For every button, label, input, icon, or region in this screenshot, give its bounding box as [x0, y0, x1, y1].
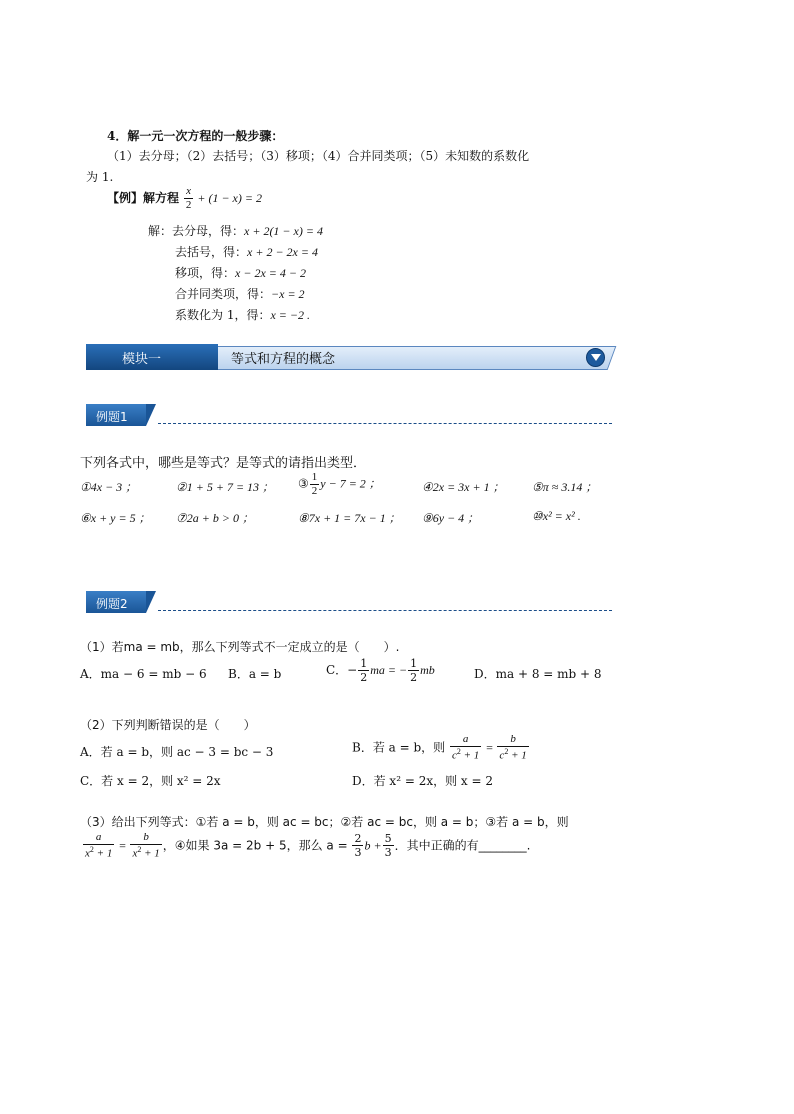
q1-stem: （1）若ma = mb，那么下列等式不一定成立的是（ ）. [80, 640, 400, 654]
solve-step-4: 合并同类项，得：−x = 2 [175, 287, 305, 301]
q3-line1: （3）给出下列等式：①若 a = b，则 ac = bc；②若 ac = bc，则 a = b；③若 a = b，则 [80, 815, 569, 829]
example1-tag: 例题1 [86, 404, 156, 426]
steps-line2: 为 1. [86, 170, 114, 184]
steps-line1: （1）去分母；（2）去括号；（3）移项；（4）合并同类项；（5）未知数的系数化 [107, 149, 530, 163]
q2-option-c[interactable]: C．若 x = 2，则 x² = 2x [80, 774, 221, 788]
fraction-x-over-2: $\frac{x}{2}$ [185, 185, 192, 211]
example2-divider [158, 610, 612, 611]
expr-9: ⑨6y − 4 ； [422, 511, 480, 525]
chevron-down-icon[interactable] [586, 348, 605, 367]
expr-6: ⑥x + y = 5 ； [80, 511, 151, 525]
solve-step-3: 移项，得：x − 2x = 4 − 2 [175, 266, 306, 280]
expr-10: ⑩x² = x² . [532, 509, 581, 523]
expr-5: ⑤π ≈ 3.14 ； [532, 480, 598, 494]
example1-divider [158, 423, 612, 424]
q2-option-a[interactable]: A．若 a = b，则 ac − 3 = bc − 3 [80, 745, 274, 759]
q2-stem: （2）下列判断错误的是（ ） [80, 718, 256, 732]
steps-heading: 4．解一元一次方程的一般步骤： [107, 129, 284, 143]
module-title: 等式和方程的概念 [231, 352, 336, 367]
solve-step-2: 去括号，得：x + 2 − 2x = 4 [175, 245, 318, 259]
expr-4: ④2x = 3x + 1 ； [422, 480, 505, 494]
expr-7: ⑦2a + b > 0 ； [176, 511, 254, 525]
expr-1: ①4x − 3 ； [80, 480, 138, 494]
solve-step-1: 解：去分母，得：x + 2(1 − x) = 4 [148, 224, 323, 238]
expr-3: ③ $\frac{1}{2}$ y − 7 = 2 ； [298, 471, 381, 497]
module-tag: 模块一 [86, 344, 218, 370]
q1-option-d[interactable]: D．ma + 8 = mb + 8 [474, 667, 602, 681]
solve-step-5: 系数化为 1，得：x = −2 . [175, 308, 310, 322]
example1-question: 下列各式中，哪些是等式？是等式的请指出类型． [80, 456, 367, 471]
example2-tag: 例题2 [86, 591, 156, 613]
module-banner [86, 344, 612, 370]
example-label: 【例】解方程 [107, 191, 180, 205]
q2-option-d[interactable]: D．若 x² = 2x，则 x = 2 [352, 774, 494, 788]
q1-option-b[interactable]: B．a = b [228, 667, 282, 681]
q1-option-a[interactable]: A．ma − 6 = mb − 6 [80, 667, 207, 681]
q1-option-c[interactable]: C．− $\frac{1}{2}$ ma = − $\frac{1}{2}$ mb [326, 657, 435, 684]
q2-option-b[interactable]: B．若 a = b，则 $\frac{a}{c^2 + 1}$ = $\frac{b}{c^2 + 1}$ [352, 733, 527, 762]
expr-8: ⑧7x + 1 = 7x − 1 ； [298, 511, 401, 525]
example-equation: 【例】解方程 $\frac{x}{2}$ + (1 − x) = 2 [107, 185, 262, 211]
expr-2: ②1 + 5 + 7 = 13 ； [176, 480, 275, 494]
q3-line2: $\frac{a}{x^2 + 1}$ = $\frac{b}{x^2 + 1}$ ，④如果 3a = 2b + 5，那么 a = $\frac{2}{3}$ b + $\frac{5}{3}$ ．其中正确的有________. [85, 831, 531, 860]
